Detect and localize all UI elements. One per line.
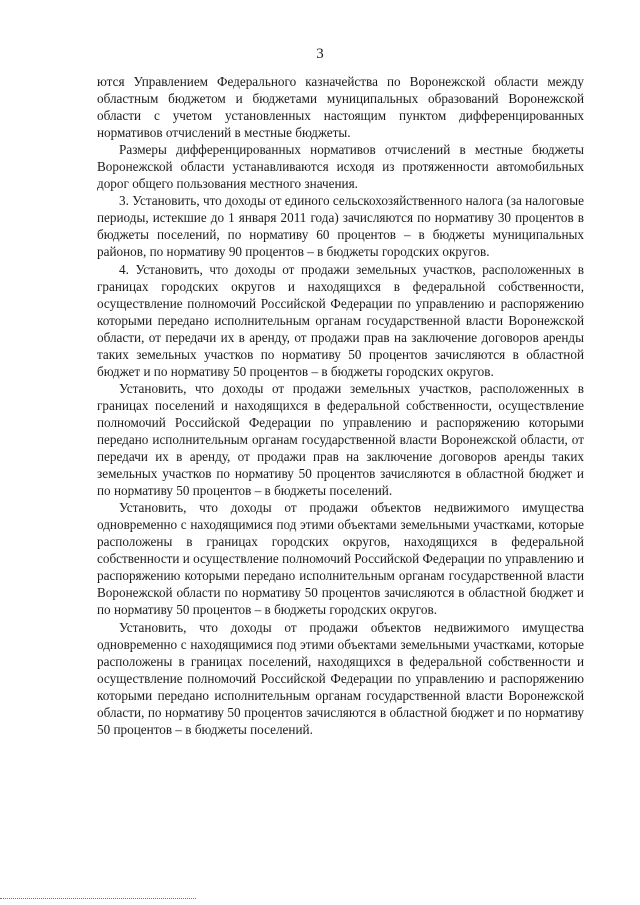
paragraph: Установить, что доходы от продажи объектов недвижимого имущества одновременно с находящимися под этими объектами земельными участками, которые расположены в границах городских округов, находящихся в федеральной собственности и осуществление полномочий Российской Федерации по управлению и распоряжению которыми передано исполнительным органам государственной власти Воронежской области по нормативу 50 процентов зачисляются в областной бюджет и по нормативу 50 процентов – в бюджеты городских округов. — [97, 500, 584, 618]
paragraph: Установить, что доходы от продажи объектов недвижимого имущества одновременно с находящимися под этими объектами земельными участками, которые расположены в границах поселений, находящихся в федеральной собственности и осуществление полномочий Российской Федерации по управлению и распоряжению которыми передано исполнительным органам государственной власти Воронежской области, по нормативу 50 процентов зачисляются в областной бюджет и по нормативу 50 процентов – в бюджеты поселений. — [97, 619, 584, 737]
paragraph: 3. Установить, что доходы от единого сельскохозяйственного налога (за налоговые периоды, истекшие до 1 января 2011 года) зачисляются по нормативу 30 процентов в бюджеты поселений, по нормативу 60 процентов – в бюджеты муниципальных районов, по нормативу 90 процентов – в бюджеты городских округов. — [97, 193, 584, 260]
footer-divider — [0, 898, 196, 899]
paragraph: 4. Установить, что доходы от продажи земельных участков, расположенных в границах городских округов и находящихся в федеральной собственности, осуществление полномочий Российской Федерации по управлению и распоряжению которыми передано исполнительным органам государственной власти Воронежской области, от передачи их в аренду, от продажи прав на заключение договоров аренды таких земельных участков по нормативу 50 процентов зачисляются в областной бюджет и по нормативу 50 процентов – в бюджеты городских округов. — [97, 261, 584, 379]
page-number: 3 — [316, 46, 324, 62]
document-body — [97, 73, 584, 738]
paragraph: ются Управлением Федерального казначейства по Воронежской области между областным бюджетом и бюджетами муниципальных образований Воронежской области с учетом установленных настоящим пунктом дифференцированных нормативов отчислений в местные бюджеты. — [97, 74, 584, 141]
paragraph: Размеры дифференцированных нормативов отчислений в местные бюджеты Воронежской области устанавливаются исходя из протяженности автомобильных дорог общего пользования местного значения. — [97, 142, 584, 192]
paragraph: Установить, что доходы от продажи земельных участков, расположенных в границах поселений и находящихся в федеральной собственности, осуществление полномочий Российской Федерации по управлению и распоряжению которыми передано исполнительным органам государственной власти Воронежской области, от передачи их в аренду, от продажи прав на заключение договоров аренды таких земельных участков по нормативу 50 процентов зачисляются в областной бюджет и по нормативу 50 процентов – в бюджеты поселений. — [97, 380, 584, 499]
